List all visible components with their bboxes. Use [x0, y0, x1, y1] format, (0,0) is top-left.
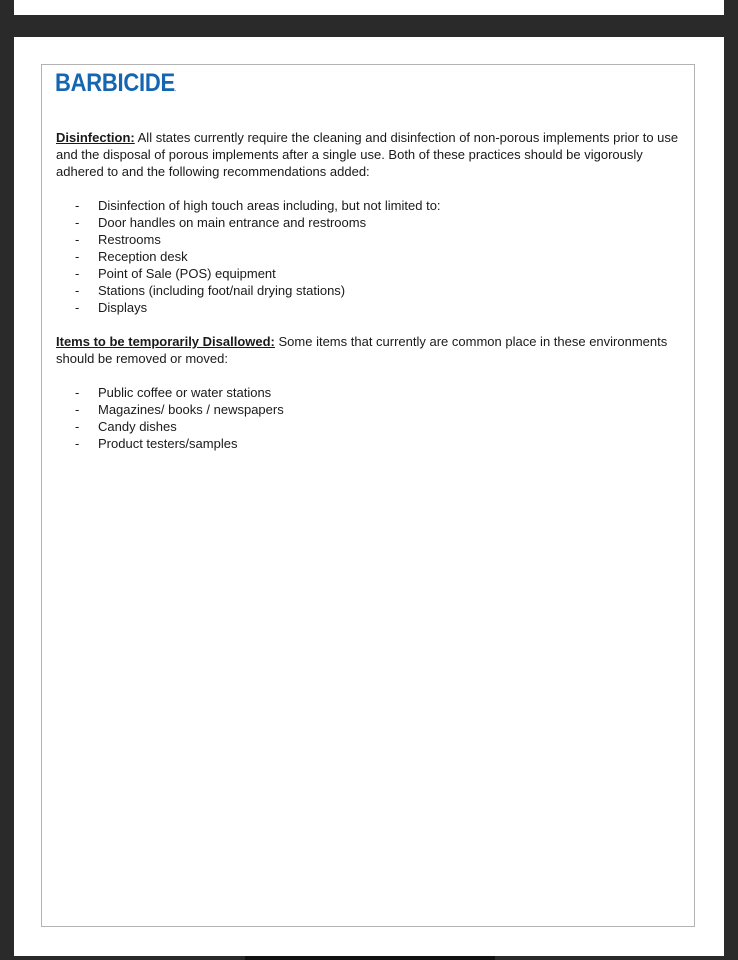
list-item-text: Product testers/samples	[98, 436, 238, 451]
disinfection-list	[56, 197, 686, 316]
list-item-text: Point of Sale (POS) equipment	[98, 266, 276, 281]
list-item-text: Door handles on main entrance and restrooms	[98, 215, 367, 230]
document-page	[14, 37, 724, 956]
list-item	[56, 418, 686, 435]
list-item	[56, 299, 686, 316]
bullet-dash: -	[75, 385, 80, 400]
disinfection-paragraph	[56, 129, 686, 180]
list-item-text: Reception desk	[98, 249, 188, 264]
list-item-text: Candy dishes	[98, 419, 177, 434]
list-item	[56, 214, 686, 231]
logo-mark: .	[174, 87, 177, 93]
bullet-dash: -	[75, 402, 80, 417]
disallowed-heading: Items to be temporarily Disallowed:	[56, 334, 275, 349]
disallowed-paragraph	[56, 333, 686, 367]
disinfection-text: All states currently require the cleaning and disinfection of non-porous implements prior to use and the disposal of porous implements after a single use. Both of these practices should be vigorously adhered to and the following recommendations added:	[56, 130, 679, 179]
list-item	[56, 401, 686, 418]
previous-page-edge[interactable]	[14, 0, 724, 15]
bullet-dash: -	[75, 232, 80, 247]
document-content	[56, 129, 686, 469]
disallowed-text: Some items that currently are common place in these environments should be removed or moved:	[56, 334, 668, 366]
list-item-text: Magazines/ books / newspapers	[98, 402, 284, 417]
list-item-text: Displays	[98, 300, 148, 315]
logo-text: BARBICIDE	[55, 69, 175, 97]
bullet-dash: -	[75, 249, 80, 264]
list-item-text: Public coffee or water stations	[98, 385, 272, 400]
bullet-dash: -	[75, 300, 80, 315]
bullet-dash: -	[75, 283, 80, 298]
list-item	[56, 248, 686, 265]
disinfection-heading: Disinfection:	[56, 130, 135, 145]
list-item	[56, 197, 686, 214]
barbicide-logo	[55, 69, 176, 97]
list-item	[56, 265, 686, 282]
bullet-dash: -	[75, 198, 80, 213]
bullet-dash: -	[75, 215, 80, 230]
list-item-text: Stations (including foot/nail drying stations)	[98, 283, 346, 298]
list-item	[56, 435, 686, 452]
bullet-dash: -	[75, 266, 80, 281]
bullet-dash: -	[75, 436, 80, 451]
list-item	[56, 384, 686, 401]
list-item	[56, 231, 686, 248]
next-page-edge[interactable]	[245, 956, 495, 960]
list-item	[56, 282, 686, 299]
bullet-dash: -	[75, 419, 80, 434]
list-item-text: Disinfection of high touch areas including, but not limited to:	[98, 198, 441, 213]
list-item-text: Restrooms	[98, 232, 161, 247]
disallowed-list	[56, 384, 686, 452]
